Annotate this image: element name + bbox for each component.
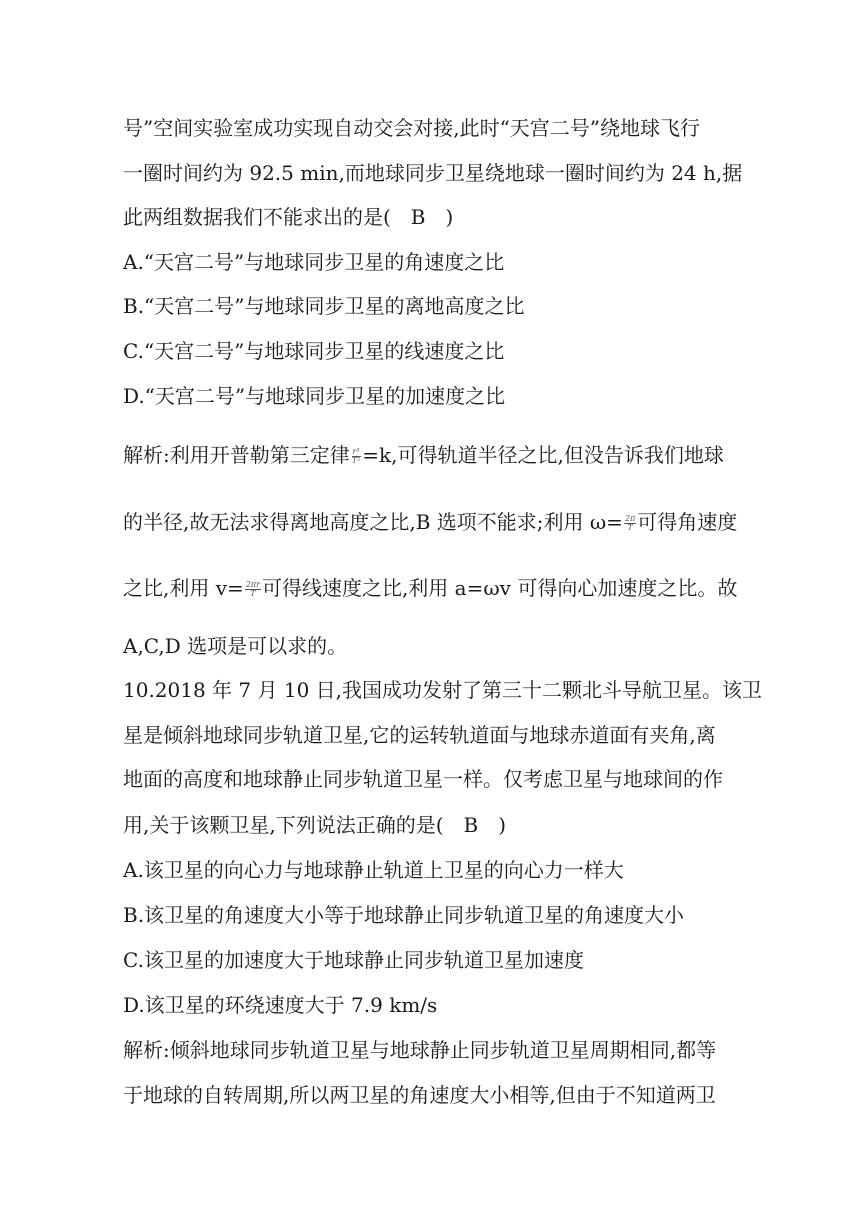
q9-option-c: C.“天宫二号”与地球同步卫星的线速度之比 <box>123 339 505 363</box>
q10-analysis-line-2: 于地球的自转周期,所以两卫星的角速度大小相等,但由于不知道两卫 <box>123 1083 716 1107</box>
analysis-text: 可得线速度之比,利用 a=ωv 可得向心加速度之比。故 <box>261 576 738 600</box>
q9-text-line-3: 此两组数据我们不能求出的是( B ) <box>123 205 454 229</box>
q10-text-line-1: 10.2018 年 7 月 10 日,我国成功发射了第三十二颗北斗导航卫星。该卫 <box>123 678 763 702</box>
q9-analysis-line-4: A,C,D 选项是可以求的。 <box>123 634 348 658</box>
q9-text-line-1: 号”空间实验室成功实现自动交会对接,此时“天宫二号”绕地球飞行 <box>123 116 701 140</box>
analysis-text: 的半径,故无法求得离地高度之比,B 选项不能求;利用 ω= <box>123 510 623 534</box>
fraction-denominator: T <box>627 523 633 532</box>
q10-text-line-2: 星是倾斜地球同步轨道卫星,它的运转轨道面与地球赤道面有夹角,离 <box>123 723 716 747</box>
q9-option-d: D.“天宫二号”与地球同步卫星的加速度之比 <box>123 384 506 408</box>
q10-option-a: A.该卫星的向心力与地球静止轨道上卫星的向心力一样大 <box>123 858 624 882</box>
q10-option-c: C.该卫星的加速度大于地球静止同步轨道卫星加速度 <box>123 948 584 972</box>
fraction-numerator: 2π <box>624 514 636 523</box>
q9-analysis-line-1 <box>123 441 724 469</box>
q9-analysis-line-2 <box>123 508 737 536</box>
fraction-denominator: T <box>250 589 256 598</box>
omega-fraction <box>624 515 636 532</box>
q9-analysis-line-3 <box>123 574 737 602</box>
q10-option-b: B.该卫星的角速度大小等于地球静止同步轨道卫星的角速度大小 <box>123 903 685 927</box>
fraction-denominator: T² <box>351 456 361 465</box>
analysis-text: =k,可得轨道半径之比,但没告诉我们地球 <box>362 443 724 467</box>
q9-option-b: B.“天宫二号”与地球同步卫星的离地高度之比 <box>123 294 525 318</box>
q9-text-line-2: 一圈时间约为 92.5 min,而地球同步卫星绕地球一圈时间约为 24 h,据 <box>123 161 743 185</box>
fraction-numerator: r³ <box>352 447 360 456</box>
fraction-numerator: 2πr <box>245 580 260 589</box>
analysis-text: 之比,利用 v= <box>123 576 244 600</box>
q10-option-d: D.该卫星的环绕速度大于 7.9 km/s <box>123 993 438 1017</box>
kepler-fraction <box>351 448 362 465</box>
q10-text-line-3: 地面的高度和地球静止同步轨道卫星一样。仅考虑卫星与地球间的作 <box>123 767 723 791</box>
q9-option-a: A.“天宫二号”与地球同步卫星的角速度之比 <box>123 250 505 274</box>
q10-analysis-line-1: 解析:倾斜地球同步轨道卫星与地球静止同步轨道卫星周期相同,都等 <box>123 1038 717 1062</box>
analysis-text: 解析:利用开普勒第三定律 <box>123 443 350 467</box>
q10-text-line-4: 用,关于该颗卫星,下列说法正确的是( B ) <box>123 813 507 837</box>
velocity-fraction <box>245 581 261 598</box>
analysis-text: 可得角速度 <box>637 510 738 534</box>
